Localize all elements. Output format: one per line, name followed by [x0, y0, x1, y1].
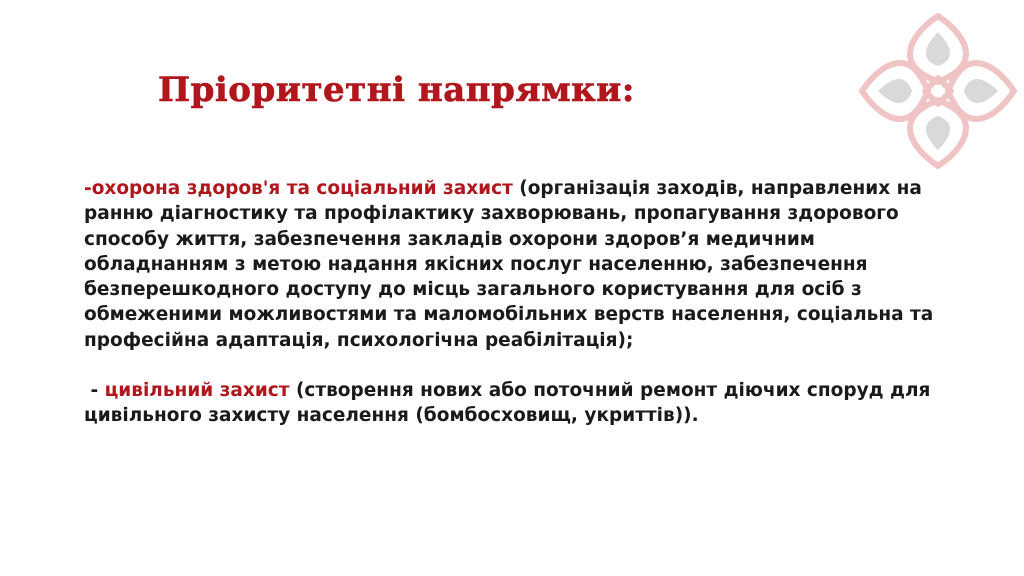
- priority-item-civil-defense: [84, 378, 964, 429]
- item-highlight: цивільний захист: [104, 380, 290, 402]
- priority-list: [84, 176, 964, 429]
- item-text: (створення нових або поточний ремонт діючих споруд для цивільного захисту населення (бомбосховищ, укриттів)).: [84, 380, 931, 427]
- slide-title: Пріоритетні напрямки:: [158, 70, 635, 110]
- item-text: (організація заходів, направлених на ранню діагностику та профілактику захворювань, пропагування здорового способу життя, забезпечення закладів охорони здоров’я медичним обладнанням з метою надання якісних послуг населенню, забезпечення безперешкодного доступу до місць загального користування для осіб з обмеженими можливостями та маломобільних верств населення, соціальна та професійна адаптація, психологічна реабілітація);: [84, 178, 934, 351]
- item-highlight: охорона здоров'я та соціальний захист: [91, 178, 513, 199]
- priority-item-health: [84, 176, 964, 353]
- ukrainian-knot-ornament-icon: [858, 10, 1024, 172]
- item-prefix: -: [84, 380, 105, 402]
- item-prefix: -: [84, 178, 92, 199]
